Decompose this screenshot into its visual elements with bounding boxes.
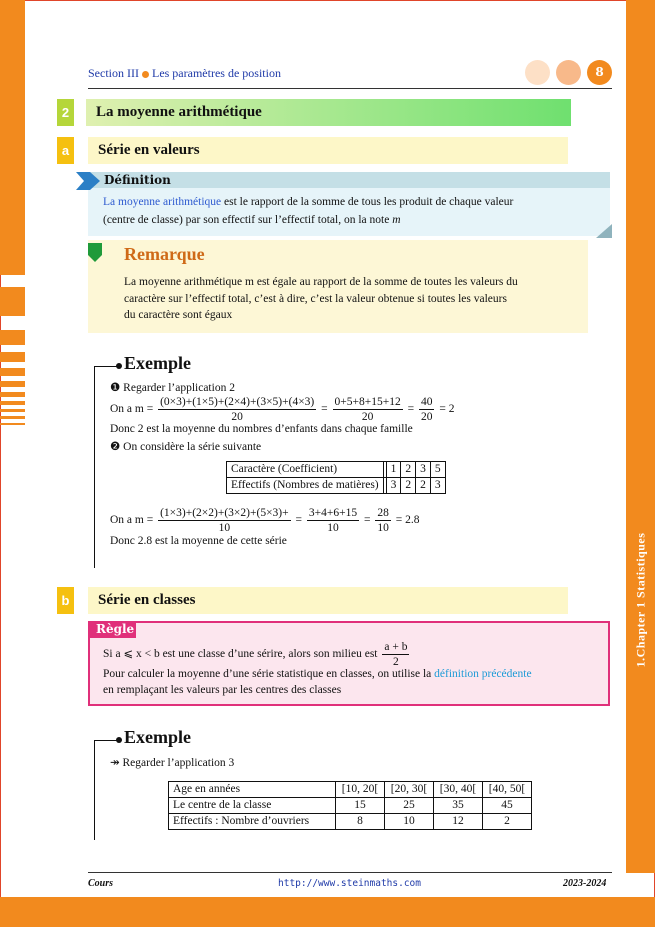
- table-cell: 12: [434, 814, 483, 830]
- example-item: ↠ Regarder l’application 3: [110, 757, 235, 769]
- left-strip: [0, 287, 25, 316]
- table-cell: 2: [401, 462, 416, 478]
- table-cell: 35: [434, 798, 483, 814]
- example-bracket: [94, 740, 95, 840]
- footer-left: Cours: [88, 878, 114, 889]
- example-bracket-top: [94, 740, 118, 741]
- table-cell: 8: [336, 814, 385, 830]
- example-bullet-icon: [116, 363, 122, 369]
- table-cell: [20, 30[: [385, 782, 434, 798]
- left-strip: [0, 0, 25, 275]
- example-title: Exemple: [124, 353, 191, 373]
- table-cell: [30, 40[: [434, 782, 483, 798]
- table-cell: 2: [401, 478, 416, 494]
- table-cell: 10: [385, 814, 434, 830]
- arrow-marker-icon: [76, 172, 102, 190]
- section-title-bar: La moyenne arithmétique: [86, 99, 571, 126]
- table-cell: 15: [336, 798, 385, 814]
- page-number: 8: [587, 60, 612, 85]
- definition-link[interactable]: définition précédente: [434, 668, 532, 680]
- table-cell: 25: [385, 798, 434, 814]
- table-cell: [40, 50[: [483, 782, 532, 798]
- bullet-dot-icon: [142, 71, 149, 78]
- example-bracket-top: [94, 366, 118, 367]
- footer-url-link[interactable]: http://www.steinmaths.com: [278, 878, 421, 889]
- bottom-band: [0, 897, 655, 927]
- remark-text: La moyenne arithmétique m est égale au rapport de la somme de toutes les valeurs du caractère sur l’effectif total, c’est à dire, c’est la valeur obtenue si toutes les valeurs du caractère sont égaux: [124, 276, 518, 321]
- table-row-label: Effectifs (Nombres de matières): [227, 478, 384, 494]
- table-cell: 2: [416, 478, 431, 494]
- rule-header: Règle: [88, 621, 136, 638]
- example-title: Exemple: [124, 727, 191, 747]
- rule-line-3: en remplaçant les valeurs par les centres des classes: [103, 684, 342, 696]
- table-cell: 3: [416, 462, 431, 478]
- definition-header: Définition: [88, 172, 610, 188]
- section-title: Les paramètres de position: [151, 66, 281, 80]
- table-cell: [10, 20[: [336, 782, 385, 798]
- table-row-label: Age en années: [169, 782, 336, 798]
- section-header: [88, 66, 281, 81]
- table-cell: 2: [483, 814, 532, 830]
- example-conclusion: Donc 2.8 est la moyenne de cette série: [110, 535, 287, 547]
- table-row-label: Caractère (Coefficient): [227, 462, 384, 478]
- decor-circle: [556, 60, 581, 85]
- left-strip: [0, 381, 25, 387]
- data-table-2: [168, 781, 532, 830]
- example-item: ❶ Regarder l’application 2: [110, 382, 235, 394]
- left-strip: [0, 423, 25, 425]
- table-cell: 1: [386, 462, 401, 478]
- subsection-title-bar: Série en classes: [88, 587, 568, 614]
- chapter-side-label: 1.Chapter 1 Statistiques: [633, 532, 647, 668]
- formula-mean-2: On a m = $\frac{(1\times 3)+(2\times 2)+(3\times 2)+(5\times 3)+}{10}$ = $\frac{3+4+6+15}{10}$ = $\frac{28}{10}$ = 2.8: [110, 507, 420, 534]
- table-row-label: Le centre de la classe: [169, 798, 336, 814]
- left-strip: [0, 401, 25, 405]
- table-cell: 3: [386, 478, 401, 494]
- table-cell: 3: [430, 478, 445, 494]
- rule-line-2: Pour calculer la moyenne d’une série statistique en classes, on utilise la définition précédente: [103, 668, 532, 680]
- footer-rule: [88, 872, 612, 873]
- example-item: ❷ On considère la série suivante: [110, 441, 262, 453]
- rule-line-1: Si a ⩽ x < b est une classe d’une sérire, alors son milieu est $\frac{a + b}{2}$: [103, 641, 408, 668]
- remark-title: Remarque: [124, 244, 205, 264]
- header-rule: [88, 88, 612, 89]
- section-number: 2: [57, 99, 74, 126]
- formula-mean-1: On a m = $\frac{(0\times 3)+(1\times 5)+(2\times 4)+(3\times 5)+(4\times 3)}{20}$ = $\frac{0+5+8+15+12}{20}$ = $\frac{40}{20}$ = 2: [110, 396, 455, 423]
- right-band: [626, 0, 655, 873]
- left-strip: [0, 416, 25, 419]
- footer-right: 2023-2024: [563, 878, 607, 889]
- subsection-title-bar: Série en valeurs: [88, 137, 568, 164]
- left-strip: [0, 409, 25, 412]
- data-table-1: [226, 461, 446, 494]
- table-cell: 5: [430, 462, 445, 478]
- example-bullet-icon: [116, 737, 122, 743]
- definition-text: La moyenne arithmétique est le rapport de la somme de tous les produit de chaque valeur (centre de classe) par son effectif sur l’effectif total, on la note m: [103, 196, 514, 226]
- example-bracket: [94, 366, 95, 568]
- example-conclusion: Donc 2 est la moyenne du nombres d’enfants dans chaque famille: [110, 423, 413, 435]
- decor-circle: [525, 60, 550, 85]
- left-strip: [0, 392, 25, 397]
- left-strip: [0, 352, 25, 362]
- section-label: Section III: [88, 66, 139, 80]
- bookmark-icon: [88, 243, 102, 262]
- table-cell: 45: [483, 798, 532, 814]
- table-row-label: Effectifs : Nombre d’ouvriers: [169, 814, 336, 830]
- subsection-letter: b: [57, 587, 74, 614]
- left-strip: [0, 330, 25, 345]
- left-strip: [0, 368, 25, 376]
- subsection-letter: a: [57, 137, 74, 164]
